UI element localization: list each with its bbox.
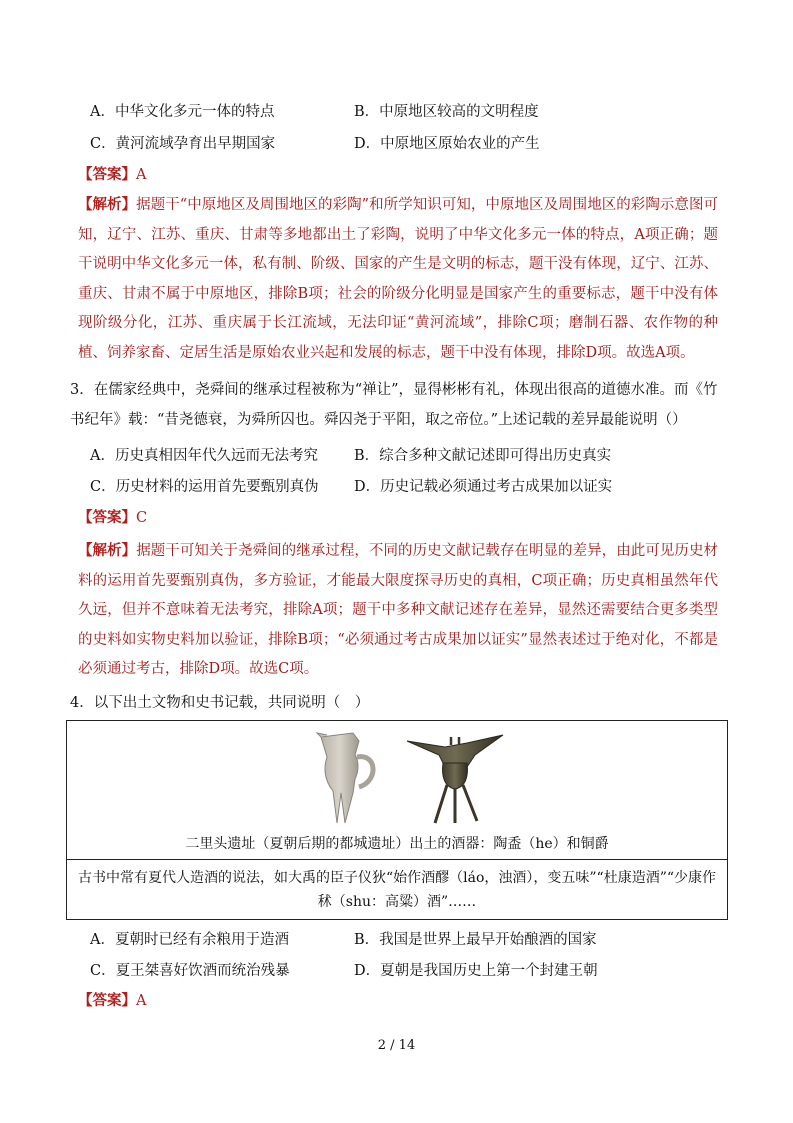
q4-option-a: A．夏朝时已经有余粮用于造酒 (90, 932, 289, 948)
answer-value: C (136, 510, 148, 526)
q4-option-c: C．夏王桀喜好饮酒而统治残暴 (90, 963, 290, 979)
answer-value: A (136, 993, 147, 1009)
q4-option-d: D．夏朝是我国历史上第一个封建王朝 (354, 963, 598, 979)
q3-option-c: C．历史材料的运用首先要甄别真伪 (90, 479, 319, 495)
answer-label: 【答案】 (78, 509, 136, 526)
page-number: 2 / 14 (377, 1038, 416, 1053)
bronze-jue-image (405, 733, 505, 825)
q3-explanation (78, 536, 718, 685)
q3-stem: 3．在儒家经典中，尧舜间的继承过程被称为“禅让”，显得彬彬有礼，体现出很高的道德水准。而《竹书纪年》载：“昔尧德衰，为舜所囚也。舜囚尧于平阳，取之帝位。”上述记载的差异最能说明（） (70, 382, 718, 428)
q3-answer (78, 508, 147, 528)
explanation-label: 【解析】 (78, 196, 137, 213)
explanation-text: 据题干“中原地区及周围地区的彩陶”和所学知识可知，中原地区及周围地区的彩陶示意图可知，辽宁、江苏、重庆、甘肃等多地都出土了彩陶，说明了中华文化多元一体的特点，A项正确；题干说明中华文化多元一体，私有制、阶级、国家的产生是文明的标志，题干没有体现，辽宁、江苏、重庆、甘肃不属于中原地区，排除B项；社会的阶级分化明显是国家产生的重要标志，题干中没有体现阶级分化，江苏、重庆属于长江流域，无法印证“黄河流域”，排除C项；磨制石器、农作物的种植、饲养家畜、定居生活是原始农业兴起和发展的标志，题干中没有体现，排除D项。故选A项。 (78, 197, 718, 361)
q2-option-a: A．中华文化多元一体的特点 (90, 104, 275, 120)
q2-answer (78, 165, 146, 185)
answer-label: 【答案】 (78, 992, 136, 1009)
pottery-he-image (315, 731, 387, 829)
q4-answer (78, 991, 146, 1011)
q2-option-c: C．黄河流域孕育出早期国家 (90, 136, 276, 152)
q3-option-d: D．历史记载必须通过考古成果加以证实 (354, 479, 613, 495)
answer-value: A (136, 167, 147, 183)
q4-material-box (66, 720, 728, 920)
q4-stem: 4．以下出土文物和史书记载，共同说明（ ） (70, 695, 370, 711)
q2-option-b: B．中原地区较高的文明程度 (354, 104, 539, 120)
q2-option-d: D．中原地区原始农业的产生 (354, 136, 540, 152)
artifact-caption: 二里头遗址（夏朝后期的都城遗址）出土的酒器：陶盉（he）和铜爵 (185, 836, 609, 852)
answer-label: 【答案】 (78, 166, 136, 183)
q3-option-a: A．历史真相因年代久远而无法考究 (90, 448, 318, 464)
q4-option-b: B．我国是世界上最早开始酿酒的国家 (354, 932, 597, 948)
q2-explanation (78, 190, 718, 369)
box-divider (67, 859, 727, 860)
historical-record-text: 古书中常有夏代人造酒的说法，如大禹的臣子仪狄“始作酒醪（láo，浊酒），变五味”“杜康造酒”“少康作秫（shu：高粱）酒”…… (77, 870, 717, 910)
q3-option-b: B．综合多种文献记述即可得出历史真实 (354, 448, 612, 464)
explanation-label: 【解析】 (78, 542, 137, 559)
explanation-text: 据题干可知关于尧舜间的继承过程，不同的历史文献记载存在明显的差异，由此可见历史材料的运用首先要甄别真伪，多方验证，才能最大限度探寻历史的真相，C项正确；历史真相虽然年代久远，但并不意味着无法考究，排除A项；题干中多种文献记述存在差异，显然还需要结合更多类型的史料如实物史料加以验证，排除B项；“必须通过考古成果加以证实”显然表述过于绝对化，不都是必须通过考古，排除D项。故选C项。 (78, 543, 718, 678)
